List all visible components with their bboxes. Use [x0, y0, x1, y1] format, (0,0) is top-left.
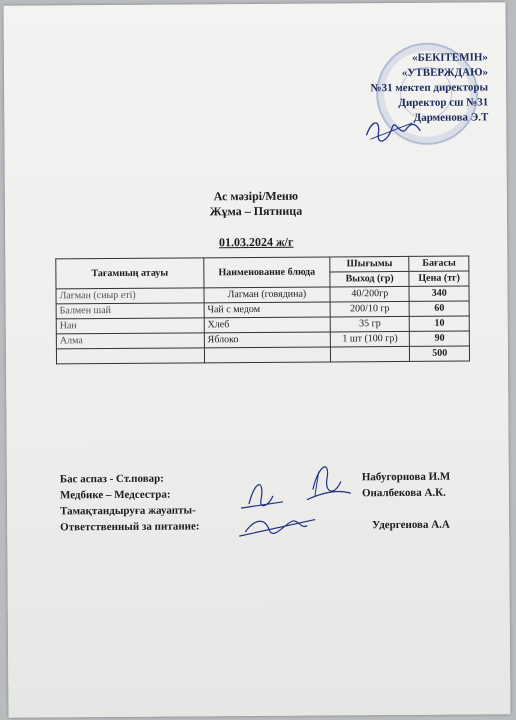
- total-empty-cell: [204, 347, 330, 363]
- header-name-kz: Тағамның атауы: [56, 258, 204, 289]
- header-yield-ru: Выход (гр): [330, 271, 410, 287]
- dish-yield: 40/200гр: [330, 286, 410, 302]
- dish-yield: 1 шт (100 гр): [330, 331, 410, 347]
- table-total-row: [56, 346, 469, 364]
- approval-line-ru: «УТВЕРЖДАЮ»: [401, 66, 489, 79]
- dish-name-ru: Лагман (говядина): [204, 287, 330, 303]
- document-page: [4, 2, 511, 717]
- menu-date: 01.03.2024 ж/г: [218, 234, 294, 250]
- header-yield-kz: Шығымы: [330, 256, 410, 272]
- dish-name-ru: Хлеб: [204, 317, 330, 333]
- director-signature: [362, 115, 422, 145]
- handwritten-signatures: [235, 459, 356, 546]
- dish-yield: 200/10 гр: [330, 301, 410, 317]
- person-responsible-ru: Удергенова А.А: [372, 518, 450, 532]
- dish-name-ru: Яблоко: [204, 332, 330, 348]
- dish-name-ru: Чай с медом: [204, 302, 330, 318]
- dish-price: 340: [409, 286, 469, 301]
- total-price: 500: [410, 346, 470, 361]
- role-responsible-ru: Ответственный за питание:: [60, 520, 200, 534]
- dish-name-kz: Нан: [56, 318, 204, 334]
- header-price-ru: Цена (тг): [409, 271, 469, 286]
- dish-price: 90: [410, 331, 470, 346]
- approval-director-name: Дарменова Э.Т: [413, 111, 489, 124]
- dish-price: 60: [410, 301, 470, 316]
- role-nurse: Медбике – Медсестра:: [59, 488, 171, 502]
- person-chef: Набугорнова И.М: [361, 470, 451, 484]
- approval-director-ru: Директор сш №31: [398, 96, 489, 110]
- menu-day: Жұма – Пятница: [209, 203, 303, 219]
- role-chef: Бас аспаз - Ст.повар:: [59, 472, 164, 486]
- approval-director-kz: №31 мектеп директоры: [370, 81, 489, 95]
- total-empty-cell: [56, 348, 204, 364]
- role-responsible-kz: Тамақтандыруға жауапты-: [60, 504, 196, 518]
- dish-name-kz: Балмен шай: [56, 303, 204, 319]
- dish-name-kz: Лағман (сиыр еті): [56, 288, 204, 304]
- menu-table: [55, 256, 470, 365]
- menu-title: [5, 187, 507, 221]
- dish-price: 10: [410, 316, 470, 331]
- dish-name-kz: Алма: [56, 333, 204, 349]
- header-price-kz: Бағасы: [409, 256, 469, 271]
- person-nurse: Оналбекова А.К.: [361, 486, 446, 500]
- approval-line-kz: «БЕКІТЕМІН»: [412, 51, 488, 64]
- menu-title-main: Ас мәзірі/Меню: [213, 188, 299, 204]
- dish-yield: 35 гр: [330, 316, 410, 332]
- header-name-ru: Наименование блюда: [204, 257, 330, 288]
- total-empty-cell: [330, 346, 410, 362]
